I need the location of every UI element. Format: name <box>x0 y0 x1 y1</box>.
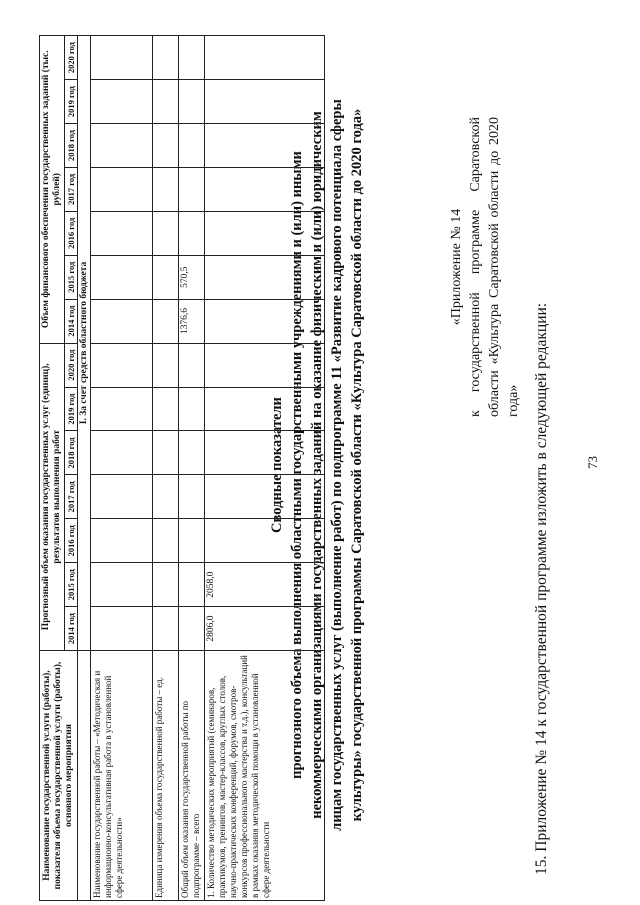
row-value <box>179 80 205 124</box>
row-value <box>153 475 179 519</box>
row-value <box>205 343 325 387</box>
row-value <box>205 387 325 431</box>
row-value <box>205 299 325 343</box>
finance-group-header: Объем финансового обеспечения государственных заданий (тыс. рублей) <box>40 36 65 344</box>
year-header: 2016 год <box>65 519 78 563</box>
table-row <box>179 36 205 901</box>
row-value <box>179 124 205 168</box>
row-value <box>91 167 153 211</box>
row-value <box>153 519 179 563</box>
row-value <box>179 431 205 475</box>
col-name-header: Наименование государственной услуги (работы), показателя объема государственной услуги (работы), основного мероприятия <box>40 651 78 901</box>
year-header: 2019 год <box>65 80 78 124</box>
row-value <box>91 299 153 343</box>
row-value <box>205 255 325 299</box>
row-name: Общий объем оказания государственной работы по подпрограмме – всего <box>179 651 205 901</box>
year-header: 2020 год <box>65 343 78 387</box>
row-value: 570,5 <box>179 255 205 299</box>
row-value <box>153 299 179 343</box>
row-value <box>179 167 205 211</box>
row-value <box>205 124 325 168</box>
annex-program: к государственной программе Саратовской области «Культура Саратовской области до 2020 года» <box>468 117 521 417</box>
indicators-table <box>39 35 325 901</box>
page-number: 73 <box>585 456 600 469</box>
row-value <box>91 124 153 168</box>
row-value <box>153 167 179 211</box>
section-label: I. За счет средств областного бюджета <box>78 36 91 651</box>
section-spacer <box>78 651 91 901</box>
row-value <box>153 80 179 124</box>
row-value <box>179 563 205 607</box>
row-value <box>179 387 205 431</box>
row-value <box>179 36 205 80</box>
row-value <box>91 255 153 299</box>
year-header: 2018 год <box>65 124 78 168</box>
table-row <box>91 36 153 901</box>
year-header: 2015 год <box>65 255 78 299</box>
row-value: 2806,0 <box>205 607 325 651</box>
year-header: 2016 год <box>65 211 78 255</box>
row-value <box>205 167 325 211</box>
row-value <box>91 563 153 607</box>
row-value <box>91 36 153 80</box>
row-value <box>179 475 205 519</box>
row-value <box>179 211 205 255</box>
year-header: 2020 год <box>65 36 78 80</box>
row-name: Единица измерения объема государственной работы – ед. <box>153 651 179 901</box>
row-value <box>153 563 179 607</box>
row-value <box>179 607 205 651</box>
row-value <box>179 519 205 563</box>
row-value <box>205 36 325 80</box>
row-value <box>205 80 325 124</box>
annex-number: «Приложение № 14 <box>449 208 464 326</box>
heading-title: Сводные показатели <box>269 397 285 533</box>
year-header: 2015 год <box>65 563 78 607</box>
row-value <box>91 211 153 255</box>
row-value <box>205 211 325 255</box>
row-value <box>205 431 325 475</box>
year-header: 2017 год <box>65 475 78 519</box>
row-value <box>153 255 179 299</box>
row-value <box>179 343 205 387</box>
row-value <box>153 211 179 255</box>
row-value: 2058,0 <box>205 563 325 607</box>
row-value <box>153 387 179 431</box>
row-value <box>153 36 179 80</box>
row-value <box>91 387 153 431</box>
section-row <box>78 36 91 901</box>
row-value <box>91 607 153 651</box>
row-value <box>205 475 325 519</box>
heading-subtitle: прогнозного объема выполнения областными государственными учреждениями и (или) иными некоммерческими организациями государственных заданий на оказание физическим и (или) юридическим лицам государственных услуг (выполнение работ) по подпрограмме 11 «Развитие кадрового потенциала сферы культуры» государственной программы Саратовской области «Культура Саратовской области до 2020 года» <box>289 99 365 831</box>
row-value <box>205 519 325 563</box>
year-header: 2018 год <box>65 431 78 475</box>
year-header: 2014 год <box>65 299 78 343</box>
year-header: 2019 год <box>65 387 78 431</box>
table-header-row <box>40 36 65 901</box>
row-value <box>91 80 153 124</box>
row-value <box>91 519 153 563</box>
row-value <box>91 431 153 475</box>
row-value <box>153 343 179 387</box>
table-row <box>205 36 325 901</box>
intro-text: 15. Приложение № 14 к государственной программе изложить в следующей редакции: <box>533 302 550 875</box>
volume-group-header: Прогнозный объем оказания государственных услуг (единиц), результатов выполнения работ <box>40 343 65 651</box>
row-name: Наименование государственной работы – «Методическая и информационно-консультативная работа в установленной сфере деятельности» <box>91 651 153 901</box>
row-value <box>153 607 179 651</box>
year-header: 2014 год <box>65 607 78 651</box>
row-value <box>91 343 153 387</box>
year-header: 2017 год <box>65 167 78 211</box>
row-name: 1. Количество методических мероприятий (семинаров, практикумов, тренингов, мастер-классов, круглых столов, научно-практических конференций, форумов, смотров-конкурсов профессионального мастерства и т.д.), консультаций в рамках оказания методической помощи в установленной сфере деятельности <box>205 651 325 901</box>
annex-reference <box>447 117 523 417</box>
row-value <box>153 431 179 475</box>
table-row <box>153 36 179 901</box>
row-value: 1376,6 <box>179 299 205 343</box>
row-value <box>153 124 179 168</box>
row-value <box>91 475 153 519</box>
